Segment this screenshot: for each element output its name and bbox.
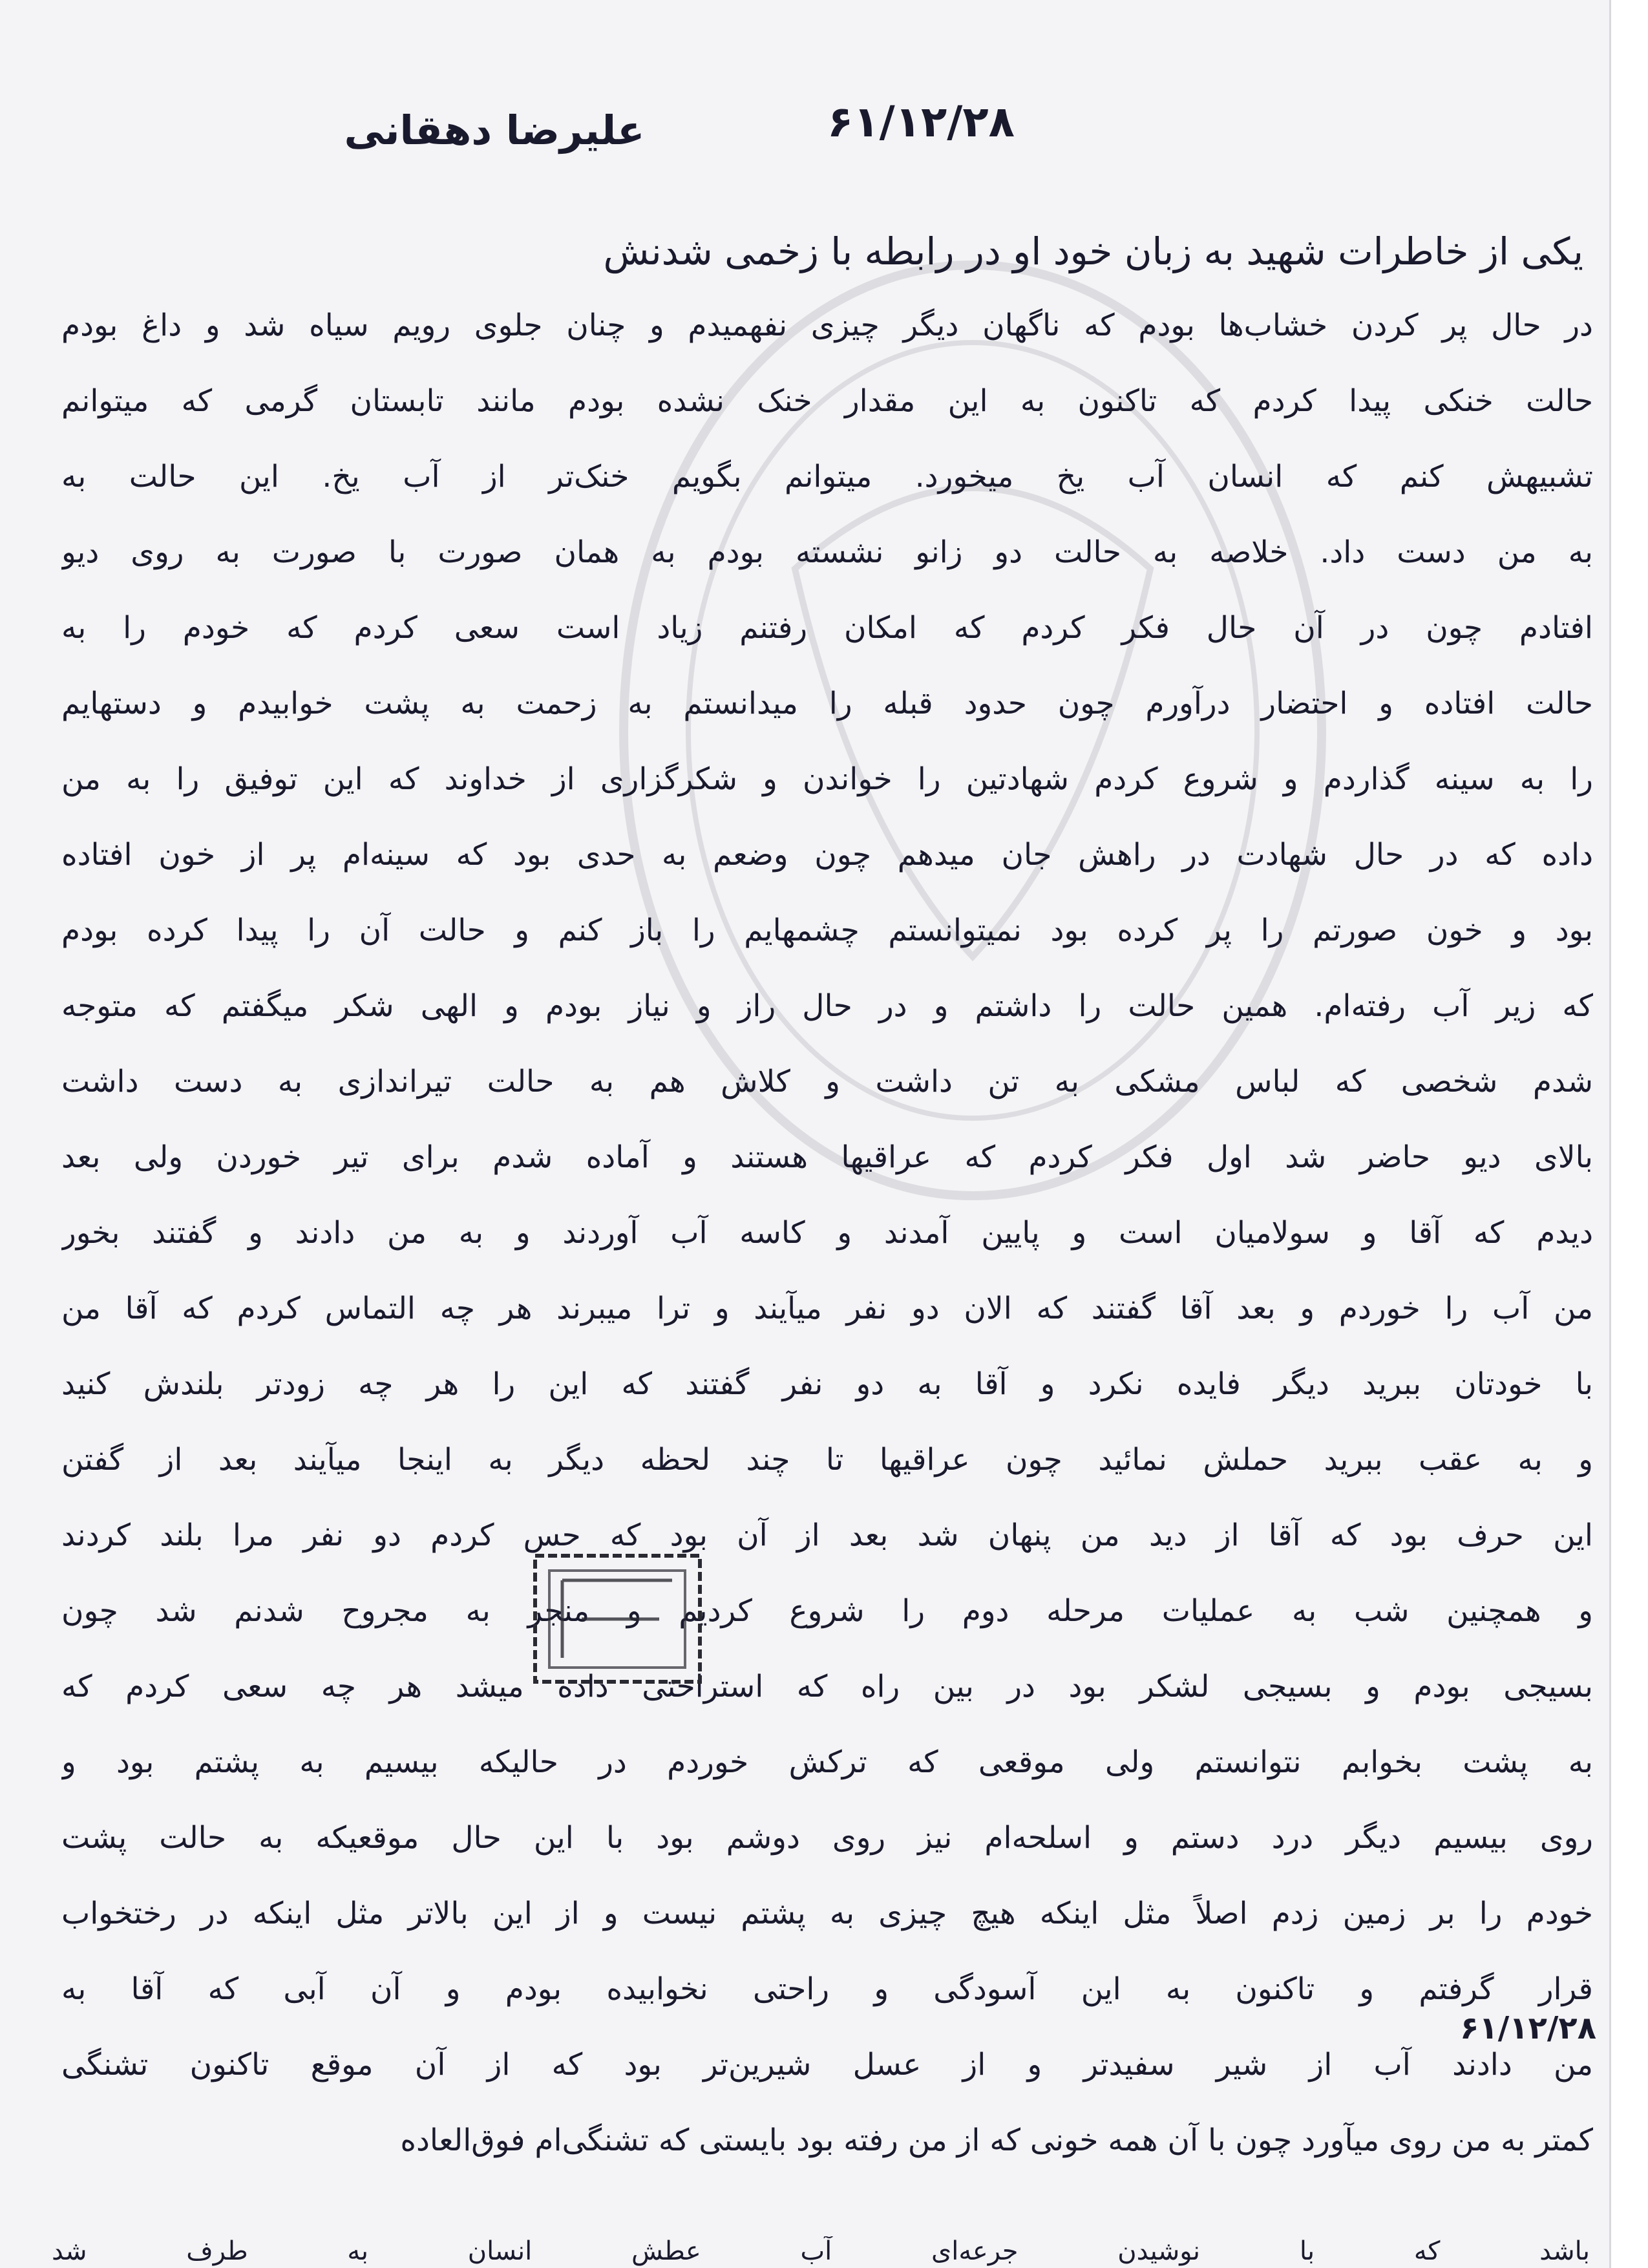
body-line: که زیر آب رفته‌ام. همین حالت را داشتم و در حال راز و نیاز بودم و الهی شکر میگفتم که متوجه xyxy=(61,988,1593,1024)
body-line: روی بیسیم دیگر درد دستم و اسلحه‌ام نیز روی دوشم بود با این حال موقعیکه به حالت پشت xyxy=(61,1820,1593,1856)
letter-date: ۶۱/۱۲/۲۸ xyxy=(827,97,1015,147)
body-line: به پشت بخوابم نتوانستم ولی موقعی که ترکش خوردم در حالیکه بیسیم به پشتم بود و xyxy=(61,1744,1593,1780)
body-line: من دادند آب از شیر سفیدتر و از عسل شیرین‌تر بود که از آن موقع تاکنون تشنگی xyxy=(61,2047,1593,2083)
body-line: شدم شخصی که لباس مشکی به تن داشت و کلاش هم به حالت تیراندازی به دست داشت xyxy=(61,1064,1593,1099)
body-line: در حال پر کردن خشاب‌ها بودم که ناگهان دیگر چیزی نفهمیدم و چنان جلوی رویم سیاه شد و داغ بودم xyxy=(61,308,1593,343)
body-line: خودم را بر زمین زدم اصلاً مثل اینکه هیچ چیزی به پشتم نیست و از این بالاتر مثل اینکه در رختخواب xyxy=(61,1896,1593,1931)
body-line: بسیجی بودم و بسیجی لشکر بود در بین راه که استراحتی داده میشد هر چه سعی کردم که xyxy=(61,1669,1593,1704)
body-line: حالت خنکی پیدا کردم که تاکنون به این مقدار خنک نشده بودم مانند تابستان گرمی که میتوانم xyxy=(61,383,1593,419)
body-line: تشبیهش کنم که انسان آب یخ میخورد. میتوانم بگویم خنک‌تر از آب یخ. این حالت به xyxy=(61,459,1593,494)
memoir-body xyxy=(61,288,1593,2178)
body-line: به من دست داد. خلاصه به حالت دو زانو نشسته بودم به همان صورت با صورت به روی دیو xyxy=(61,535,1593,570)
bottom-line: باشد که با نوشیدن جرعه‌ای آب عطش انسان به طرف شد xyxy=(52,2236,1590,2266)
body-line: و به عقب ببرید حملش نمائید چون عراقیها تا چند لحظه دیگر به اینجا میآیند بعد از گفتن xyxy=(61,1442,1593,1478)
body-line: با خودتان ببرید دیگر فایده نکرد و آقا به دو نفر گفتند که این را هر چه زودتر بلندش کنید xyxy=(61,1366,1593,1402)
body-line: حالت افتاده و احتضار درآورم چون حدود قبله را میدانستم به زحمت به پشت خوابیدم و دستهایم xyxy=(61,686,1593,721)
body-line: دیدم که آقا و سولامیان است و پایین آمدند و کاسه آب آوردند و به من دادند و گفتند بخور xyxy=(61,1215,1593,1251)
ink-stamp xyxy=(523,1542,711,1697)
scan-edge xyxy=(1609,0,1648,2268)
body-line: افتادم چون در آن حال فکر کردم که امکان رفتنم زیاد است سعی کردم که خودم را به xyxy=(61,610,1593,646)
body-line: من آب را خوردم و بعد آقا گفتند که الان دو نفر میآیند و ترا میبرند هر چه التماس کردم که آقا من xyxy=(61,1291,1593,1326)
body-line: کمتر به من روی میآورد چون با آن همه خونی که از من رفته بود بایستی که تشنگی‌ام فوق‌العاده xyxy=(400,2123,1593,2158)
body-line: قرار گرفتم و تاکنون به این آسودگی و راحتی نخوابیده بودم و آن آبی که آقا به xyxy=(61,1971,1593,2007)
body-line: داده که در حال شهادت در راهش جان میدهم چون وضعم به حدی بود که سینه‌ام پر از خون افتاده xyxy=(61,837,1593,873)
body-line: بود و خون صورتم را پر کرده بود نمیتوانستم چشمهایم را باز کنم و حالت آن را پیدا کرده بودم xyxy=(61,913,1593,948)
body-line: بالای دیو حاضر شد اول فکر کردم که عراقیها هستند و آماده شدم برای تیر خوردن ولی بعد xyxy=(61,1139,1593,1175)
author-name: علیرضا دهقانی xyxy=(344,107,645,154)
body-line: و همچنین شب به عملیات مرحله دوم را شروع کردیم و منجر به مجروح شدنم شد چون xyxy=(61,1593,1593,1629)
body-line: را به سینه گذاردم و شروع کردم شهادتین را خواندن و شکرگزاری از خداوند که این توفیق را به من xyxy=(61,761,1593,797)
margin-date-annotation: ۶۱/۱۲/۲۸ xyxy=(1460,2010,1596,2046)
memoir-title: یکی از خاطرات شهید به زبان خود او در رابطه با زخمی شدنش xyxy=(603,229,1583,273)
body-line: این حرف بود که آقا از دید من پنهان شد بعد از آن بود که حس کردم دو نفر مرا بلند کردند xyxy=(61,1518,1593,1553)
